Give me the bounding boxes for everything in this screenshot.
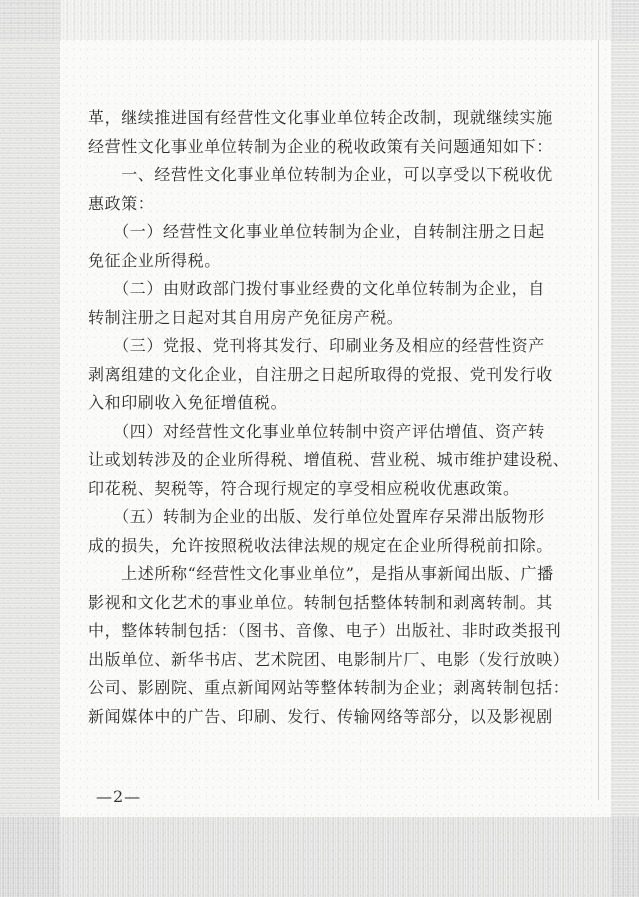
page-fold-line <box>598 40 599 800</box>
body-line: 惠政策： <box>88 193 155 213</box>
body-line: 出版单位、新华书店、艺术院团、电影制片厂、电影（发行放映） <box>88 649 570 669</box>
body-line: 免征企业所得税。 <box>88 250 221 270</box>
page-number: —2— <box>96 787 142 806</box>
body-line: 中，整体转制包括：（图书、音像、电子）出版社、非时政类报刊 <box>88 621 562 640</box>
body-line: 让或划转涉及的企业所得税、增值税、营业税、城市维护建设税、 <box>88 450 570 469</box>
body-line: 转制注册之日起对其自用房产免征房产税。 <box>88 307 404 327</box>
body-line: 新闻媒体中的广告、印刷、发行、传输网络等部分，以及影视剧 <box>88 706 553 726</box>
body-line: （二）由财政部门拨付事业经费的文化单位转制为企业，自 <box>88 279 545 298</box>
body-line: 公司、影剧院、重点新闻网站等整体转制为企业；剥离转制包括： <box>88 678 570 697</box>
body-line: （三）党报、党刊将其发行、印刷业务及相应的经营性资产 <box>88 336 545 355</box>
body-line: 革，继续推进国有经营性文化事业单位转企改制，现就继续实施 <box>88 108 553 127</box>
body-line: 一、经营性文化事业单位转制为企业，可以享受以下税收优 <box>88 165 553 184</box>
body-line: 印花税、契税等，符合现行规定的享受相应税收优惠政策。 <box>88 478 520 498</box>
body-line: 影视和文化艺术的事业单位。转制包括整体转制和剥离转制。其 <box>88 592 553 612</box>
body-line: 成的损失，允许按照税收法律法规的规定在企业所得税前扣除。 <box>88 535 553 555</box>
document-body <box>88 104 578 731</box>
body-line: （一）经营性文化事业单位转制为企业，自转制注册之日起 <box>88 222 545 241</box>
body-line: 经营性文化事业单位转制为企业的税收政策有关问题通知如下： <box>88 136 553 156</box>
body-line: 上述所称“经营性文化事业单位”，是指从事新闻出版、广播 <box>88 564 554 583</box>
body-line: 入和印刷收入免征增值税。 <box>88 393 288 412</box>
body-line: （五）转制为企业的出版、发行单位处置库存呆滞出版物形 <box>88 507 545 526</box>
body-line: （四）对经营性文化事业单位转制中资产评估增值、资产转 <box>88 421 545 441</box>
body-line: 剥离组建的文化企业，自注册之日起所取得的党报、党刊发行收 <box>88 364 553 384</box>
